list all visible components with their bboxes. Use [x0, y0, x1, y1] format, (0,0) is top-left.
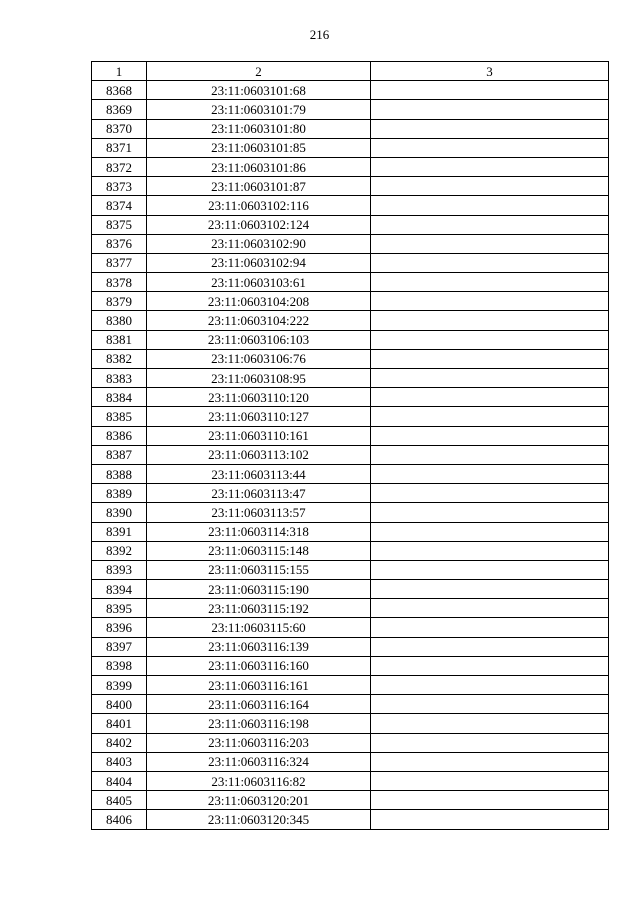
table-row: [92, 311, 609, 330]
table-row: [92, 695, 609, 714]
cadastral-number-cell: 23:11:0603113:102: [147, 445, 371, 464]
table-row: [92, 676, 609, 695]
cadastral-number-cell: 23:11:0603106:103: [147, 330, 371, 349]
note-cell: [371, 292, 609, 311]
note-cell: [371, 771, 609, 790]
cadastral-number-cell: 23:11:0603110:127: [147, 407, 371, 426]
cadastral-number-cell: 23:11:0603103:61: [147, 273, 371, 292]
note-cell: [371, 388, 609, 407]
note-cell: [371, 637, 609, 656]
note-cell: [371, 234, 609, 253]
table-row: [92, 522, 609, 541]
cadastral-number-cell: 23:11:0603101:87: [147, 177, 371, 196]
column-header-3: 3: [371, 62, 609, 81]
cadastral-number-cell: 23:11:0603115:155: [147, 560, 371, 579]
row-number-cell: 8375: [92, 215, 147, 234]
row-number-cell: 8394: [92, 580, 147, 599]
table-header-row: [92, 62, 609, 81]
cadastral-number-cell: 23:11:0603110:161: [147, 426, 371, 445]
registry-table-body: [92, 62, 609, 830]
table-row: [92, 388, 609, 407]
row-number-cell: 8379: [92, 292, 147, 311]
note-cell: [371, 522, 609, 541]
row-number-cell: 8406: [92, 810, 147, 829]
table-row: [92, 714, 609, 733]
row-number-cell: 8369: [92, 100, 147, 119]
cadastral-number-cell: 23:11:0603116:160: [147, 656, 371, 675]
table-row: [92, 580, 609, 599]
cadastral-number-cell: 23:11:0603110:120: [147, 388, 371, 407]
cadastral-number-cell: 23:11:0603116:198: [147, 714, 371, 733]
cadastral-number-cell: 23:11:0603102:124: [147, 215, 371, 234]
row-number-cell: 8382: [92, 349, 147, 368]
cadastral-number-cell: 23:11:0603106:76: [147, 349, 371, 368]
table-row: [92, 138, 609, 157]
cadastral-number-cell: 23:11:0603108:95: [147, 369, 371, 388]
table-row: [92, 637, 609, 656]
table-row: [92, 253, 609, 272]
note-cell: [371, 676, 609, 695]
note-cell: [371, 369, 609, 388]
note-cell: [371, 215, 609, 234]
row-number-cell: 8378: [92, 273, 147, 292]
cadastral-number-cell: 23:11:0603116:324: [147, 752, 371, 771]
cadastral-number-cell: 23:11:0603116:139: [147, 637, 371, 656]
note-cell: [371, 791, 609, 810]
row-number-cell: 8370: [92, 119, 147, 138]
cadastral-number-cell: 23:11:0603116:203: [147, 733, 371, 752]
cadastral-number-cell: 23:11:0603113:47: [147, 484, 371, 503]
row-number-cell: 8384: [92, 388, 147, 407]
table-row: [92, 560, 609, 579]
table-row: [92, 445, 609, 464]
note-cell: [371, 407, 609, 426]
note-cell: [371, 273, 609, 292]
table-row: [92, 733, 609, 752]
cadastral-number-cell: 23:11:0603101:68: [147, 81, 371, 100]
note-cell: [371, 330, 609, 349]
note-cell: [371, 656, 609, 675]
table-row: [92, 464, 609, 483]
row-number-cell: 8376: [92, 234, 147, 253]
cadastral-number-cell: 23:11:0603104:222: [147, 311, 371, 330]
note-cell: [371, 311, 609, 330]
cadastral-number-cell: 23:11:0603116:164: [147, 695, 371, 714]
table-row: [92, 618, 609, 637]
cadastral-number-cell: 23:11:0603104:208: [147, 292, 371, 311]
row-number-cell: 8398: [92, 656, 147, 675]
cadastral-number-cell: 23:11:0603101:86: [147, 157, 371, 176]
row-number-cell: 8377: [92, 253, 147, 272]
note-cell: [371, 733, 609, 752]
registry-table: [91, 61, 609, 830]
note-cell: [371, 349, 609, 368]
row-number-cell: 8396: [92, 618, 147, 637]
cadastral-number-cell: 23:11:0603115:148: [147, 541, 371, 560]
row-number-cell: 8393: [92, 560, 147, 579]
cadastral-number-cell: 23:11:0603115:190: [147, 580, 371, 599]
note-cell: [371, 253, 609, 272]
row-number-cell: 8404: [92, 771, 147, 790]
table-row: [92, 292, 609, 311]
note-cell: [371, 100, 609, 119]
cadastral-number-cell: 23:11:0603101:85: [147, 138, 371, 157]
cadastral-number-cell: 23:11:0603102:116: [147, 196, 371, 215]
note-cell: [371, 138, 609, 157]
row-number-cell: 8373: [92, 177, 147, 196]
note-cell: [371, 196, 609, 215]
table-row: [92, 810, 609, 829]
table-row: [92, 752, 609, 771]
row-number-cell: 8391: [92, 522, 147, 541]
note-cell: [371, 810, 609, 829]
row-number-cell: 8381: [92, 330, 147, 349]
table-row: [92, 656, 609, 675]
row-number-cell: 8386: [92, 426, 147, 445]
note-cell: [371, 503, 609, 522]
row-number-cell: 8395: [92, 599, 147, 618]
table-row: [92, 196, 609, 215]
column-header-1: 1: [92, 62, 147, 81]
table-row: [92, 791, 609, 810]
row-number-cell: 8383: [92, 369, 147, 388]
note-cell: [371, 119, 609, 138]
cadastral-number-cell: 23:11:0603101:79: [147, 100, 371, 119]
row-number-cell: 8399: [92, 676, 147, 695]
row-number-cell: 8402: [92, 733, 147, 752]
cadastral-number-cell: 23:11:0603101:80: [147, 119, 371, 138]
row-number-cell: 8401: [92, 714, 147, 733]
table-row: [92, 349, 609, 368]
row-number-cell: 8390: [92, 503, 147, 522]
table-row: [92, 771, 609, 790]
note-cell: [371, 445, 609, 464]
note-cell: [371, 695, 609, 714]
table-row: [92, 599, 609, 618]
row-number-cell: 8387: [92, 445, 147, 464]
table-row: [92, 426, 609, 445]
row-number-cell: 8372: [92, 157, 147, 176]
row-number-cell: 8385: [92, 407, 147, 426]
note-cell: [371, 752, 609, 771]
table-row: [92, 215, 609, 234]
cadastral-number-cell: 23:11:0603120:345: [147, 810, 371, 829]
cadastral-number-cell: 23:11:0603102:90: [147, 234, 371, 253]
row-number-cell: 8374: [92, 196, 147, 215]
note-cell: [371, 464, 609, 483]
cadastral-number-cell: 23:11:0603114:318: [147, 522, 371, 541]
row-number-cell: 8403: [92, 752, 147, 771]
table-row: [92, 177, 609, 196]
table-row: [92, 407, 609, 426]
note-cell: [371, 81, 609, 100]
row-number-cell: 8371: [92, 138, 147, 157]
cadastral-number-cell: 23:11:0603115:60: [147, 618, 371, 637]
note-cell: [371, 599, 609, 618]
table-row: [92, 234, 609, 253]
row-number-cell: 8405: [92, 791, 147, 810]
row-number-cell: 8380: [92, 311, 147, 330]
row-number-cell: 8397: [92, 637, 147, 656]
cadastral-number-cell: 23:11:0603116:82: [147, 771, 371, 790]
table-row: [92, 81, 609, 100]
row-number-cell: 8368: [92, 81, 147, 100]
table-row: [92, 119, 609, 138]
note-cell: [371, 157, 609, 176]
table-row: [92, 330, 609, 349]
note-cell: [371, 541, 609, 560]
note-cell: [371, 177, 609, 196]
row-number-cell: 8388: [92, 464, 147, 483]
row-number-cell: 8392: [92, 541, 147, 560]
cadastral-number-cell: 23:11:0603116:161: [147, 676, 371, 695]
cadastral-number-cell: 23:11:0603113:57: [147, 503, 371, 522]
note-cell: [371, 560, 609, 579]
column-header-2: 2: [147, 62, 371, 81]
table-row: [92, 484, 609, 503]
cadastral-number-cell: 23:11:0603102:94: [147, 253, 371, 272]
table-row: [92, 503, 609, 522]
table-row: [92, 369, 609, 388]
table-row: [92, 100, 609, 119]
note-cell: [371, 426, 609, 445]
note-cell: [371, 618, 609, 637]
cadastral-number-cell: 23:11:0603120:201: [147, 791, 371, 810]
row-number-cell: 8389: [92, 484, 147, 503]
note-cell: [371, 714, 609, 733]
table-row: [92, 273, 609, 292]
cadastral-number-cell: 23:11:0603113:44: [147, 464, 371, 483]
note-cell: [371, 580, 609, 599]
cadastral-number-cell: 23:11:0603115:192: [147, 599, 371, 618]
note-cell: [371, 484, 609, 503]
table-row: [92, 541, 609, 560]
table-row: [92, 157, 609, 176]
page-number: 216: [309, 27, 330, 42]
row-number-cell: 8400: [92, 695, 147, 714]
